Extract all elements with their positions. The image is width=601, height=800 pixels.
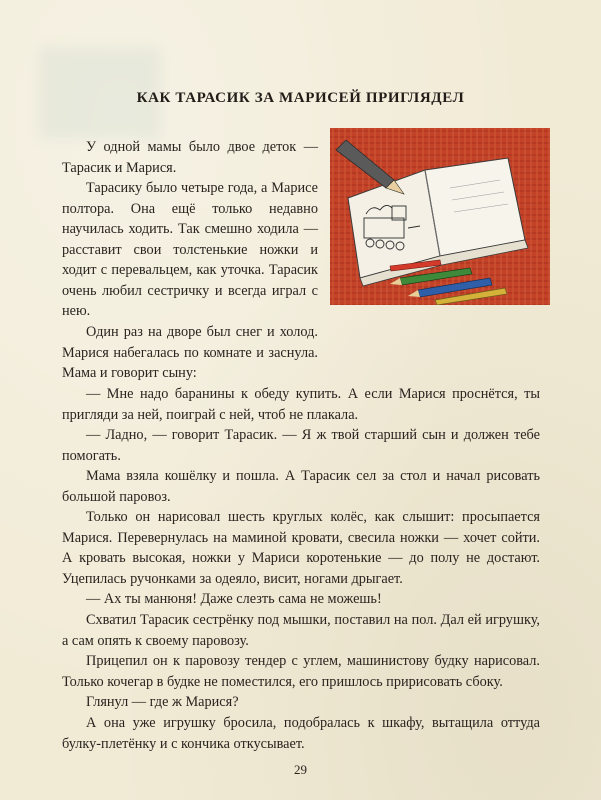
story-title: КАК ТАРАСИК ЗА МАРИСЕЙ ПРИГЛЯДЕЛ — [136, 90, 465, 106]
paragraph-12: А она уже игрушку бросила, подобралась к шкафу, вытащила оттуда булку-плетёнку и с кончика откусывает. — [62, 715, 540, 752]
notebook-drawing-picture — [330, 128, 550, 305]
paragraph-7: Только он нарисовал шесть круглых колёс, как слышит: просыпается Марися. Перевернулась на маминой кровати, свесила ножки — хочет сойти. А кровать высокая, ножки у Мариси коротенькие — до полу не достают. Уцепилась ручонками за одеяло, висит, ногами дрыгает. — [62, 509, 540, 587]
paragraph-1: У одной мамы было двое деток — Тарасик и Марися. — [62, 139, 318, 176]
paragraph-2: Тарасику было четыре года, а Марисе полтора. Она ещё только недавно научилась ходить. Так смешно ходила — расставит свои толстенькие ножки и ходит с перевальцем, как уточка. Тарасик очень любил сестричку и всегда играл с нею. — [62, 180, 318, 319]
paragraph-4: — Мне надо баранины к обеду купить. А если Марися проснётся, ты пригляди за ней, поиграй с ней, чтоб не плакала. — [62, 386, 540, 423]
paragraph-10: Прицепил он к паровозу тендер с углем, машинистову будку нарисовал. Только кочегар в будке не поместился, его пришлось пририсовать сбоку. — [62, 653, 540, 690]
paragraph-8: — Ах ты манюня! Даже слезть сама не можешь! — [86, 591, 382, 607]
illustration-notebook-drawing — [330, 128, 550, 305]
paragraph-9: Схватил Тарасик сестрёнку под мышки, поставил на пол. Дал ей игрушку, а сам опять к своему паровозу. — [62, 612, 540, 649]
paragraph-6: Мама взяла кошёлку и пошла. А Тарасик сел за стол и начал рисовать большой паровоз. — [62, 468, 540, 505]
paragraph-5: — Ладно, — говорит Тарасик. — Я ж твой старший сын и должен тебе помогать. — [62, 427, 540, 464]
paragraph-3: Один раз на дворе был снег и холод. Марися набегалась по комнате и заснула. Мама и говорит сыну: — [62, 324, 318, 381]
paragraph-11: Глянул — где ж Марися? — [86, 694, 239, 710]
page-number: 29 — [294, 762, 307, 777]
